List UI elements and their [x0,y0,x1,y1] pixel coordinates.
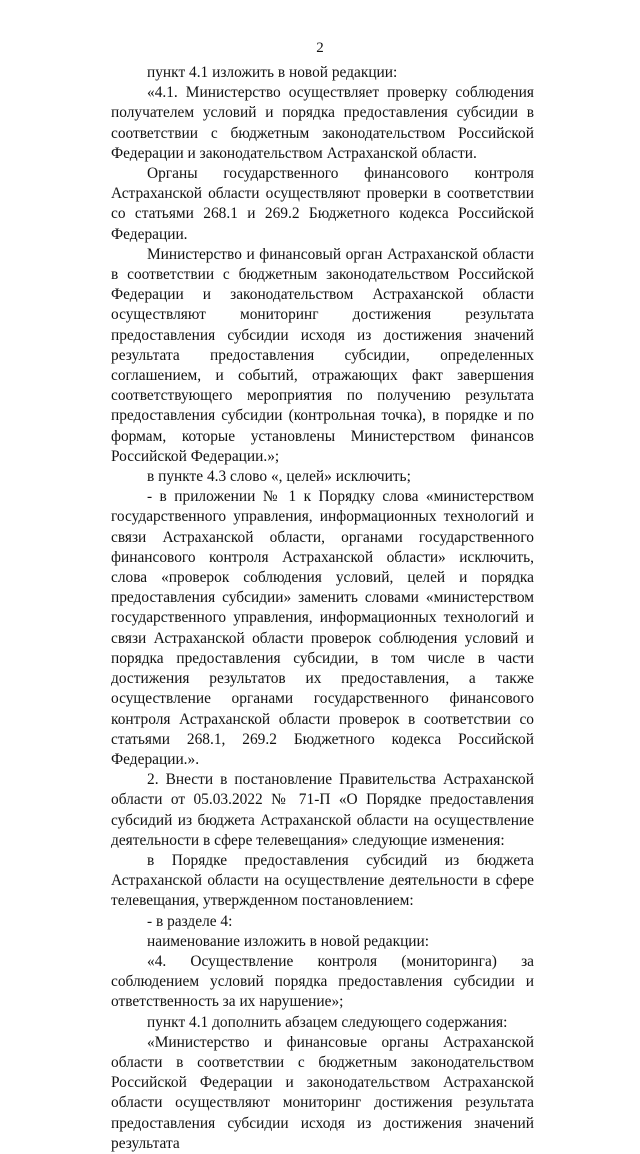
paragraph-5: в пункте 4.3 слово «, целей» исключить; [147,468,411,486]
paragraph-8: в Порядке предоставления субсидий из бюджета Астраханской области на осуществление деятельности в сфере телевещания, утвержденном постановлением: [111,851,534,910]
paragraph-11: «4. Осуществление контроля (мониторинга) за соблюдением условий порядка предоставления субсидии и ответственность за их нарушение»; [111,952,534,1011]
paragraph-4: Министерство и финансовый орган Астраханской области в соответствии с бюджетным законодательством Российской Федерации и законодательством Астраханской области осуществляют мониторинг достижения результата предоставления субсидии исходя из достижения значений результата предоставления субсидии, определенных соглашением, и событий, отражающих факт завершения соответствующего мероприятия по получению результата предоставления субсидии (контрольная точка), в порядке и по формам, которые установлены Министерством финансов Российской Федерации.»; [111,245,534,465]
paragraph-9: - в разделе 4: [147,912,233,930]
paragraph-12: пункт 4.1 дополнить абзацем следующего содержания: [147,1013,508,1031]
document-body [111,63,534,1154]
paragraph-3: Органы государственного финансового контроля Астраханской области осуществляют проверки в соответствии со статьями 268.1 и 269.2 Бюджетного кодекса Российской Федерации. [111,165,534,243]
paragraph-13: «Министерство и финансовые органы Астраханской области в соответствии с бюджетным законодательством Российской Федерации и законодательством Астраханской области осуществляют мониторинг достижения результата предоставления субсидии исходя из достижения значений результата [111,1033,534,1152]
paragraph-10: наименование изложить в новой редакции: [147,932,430,950]
paragraph-7: 2. Внести в постановление Правительства Астраханской области от 05.03.2022 № 71-П «О Порядке предоставления субсидий из бюджета Астраханской области на осуществление деятельности в сфере телевещания» следующие изменения: [111,771,534,849]
paragraph-6: - в приложении № 1 к Порядку слова «министерством государственного управления, информационных технологий и связи Астраханской области, органами государственного финансового контроля Астраханской области» исключить, слова «проверок соблюдения условий, целей и порядка предоставления субсидии» заменить словами «министерством государственного управления, информационных технологий и связи Астраханской области проверок соблюдения условий и порядка предоставления субсидии, в том числе в части достижения результатов их предоставления, а также осуществление органами государственного финансового контроля Астраханской области проверок в соответствии со статьями 268.1, 269.2 Бюджетного кодекса Российской Федерации.». [111,488,534,768]
paragraph-1: пункт 4.1 изложить в новой редакции: [147,64,398,81]
paragraph-2: «4.1. Министерство осуществляет проверку соблюдения получателем условий и порядка предоставления субсидии в соответствии с бюджетным законодательством Российской Федерации и законодательством Астраханской области. [111,84,534,162]
page-number: 2 [316,40,324,56]
